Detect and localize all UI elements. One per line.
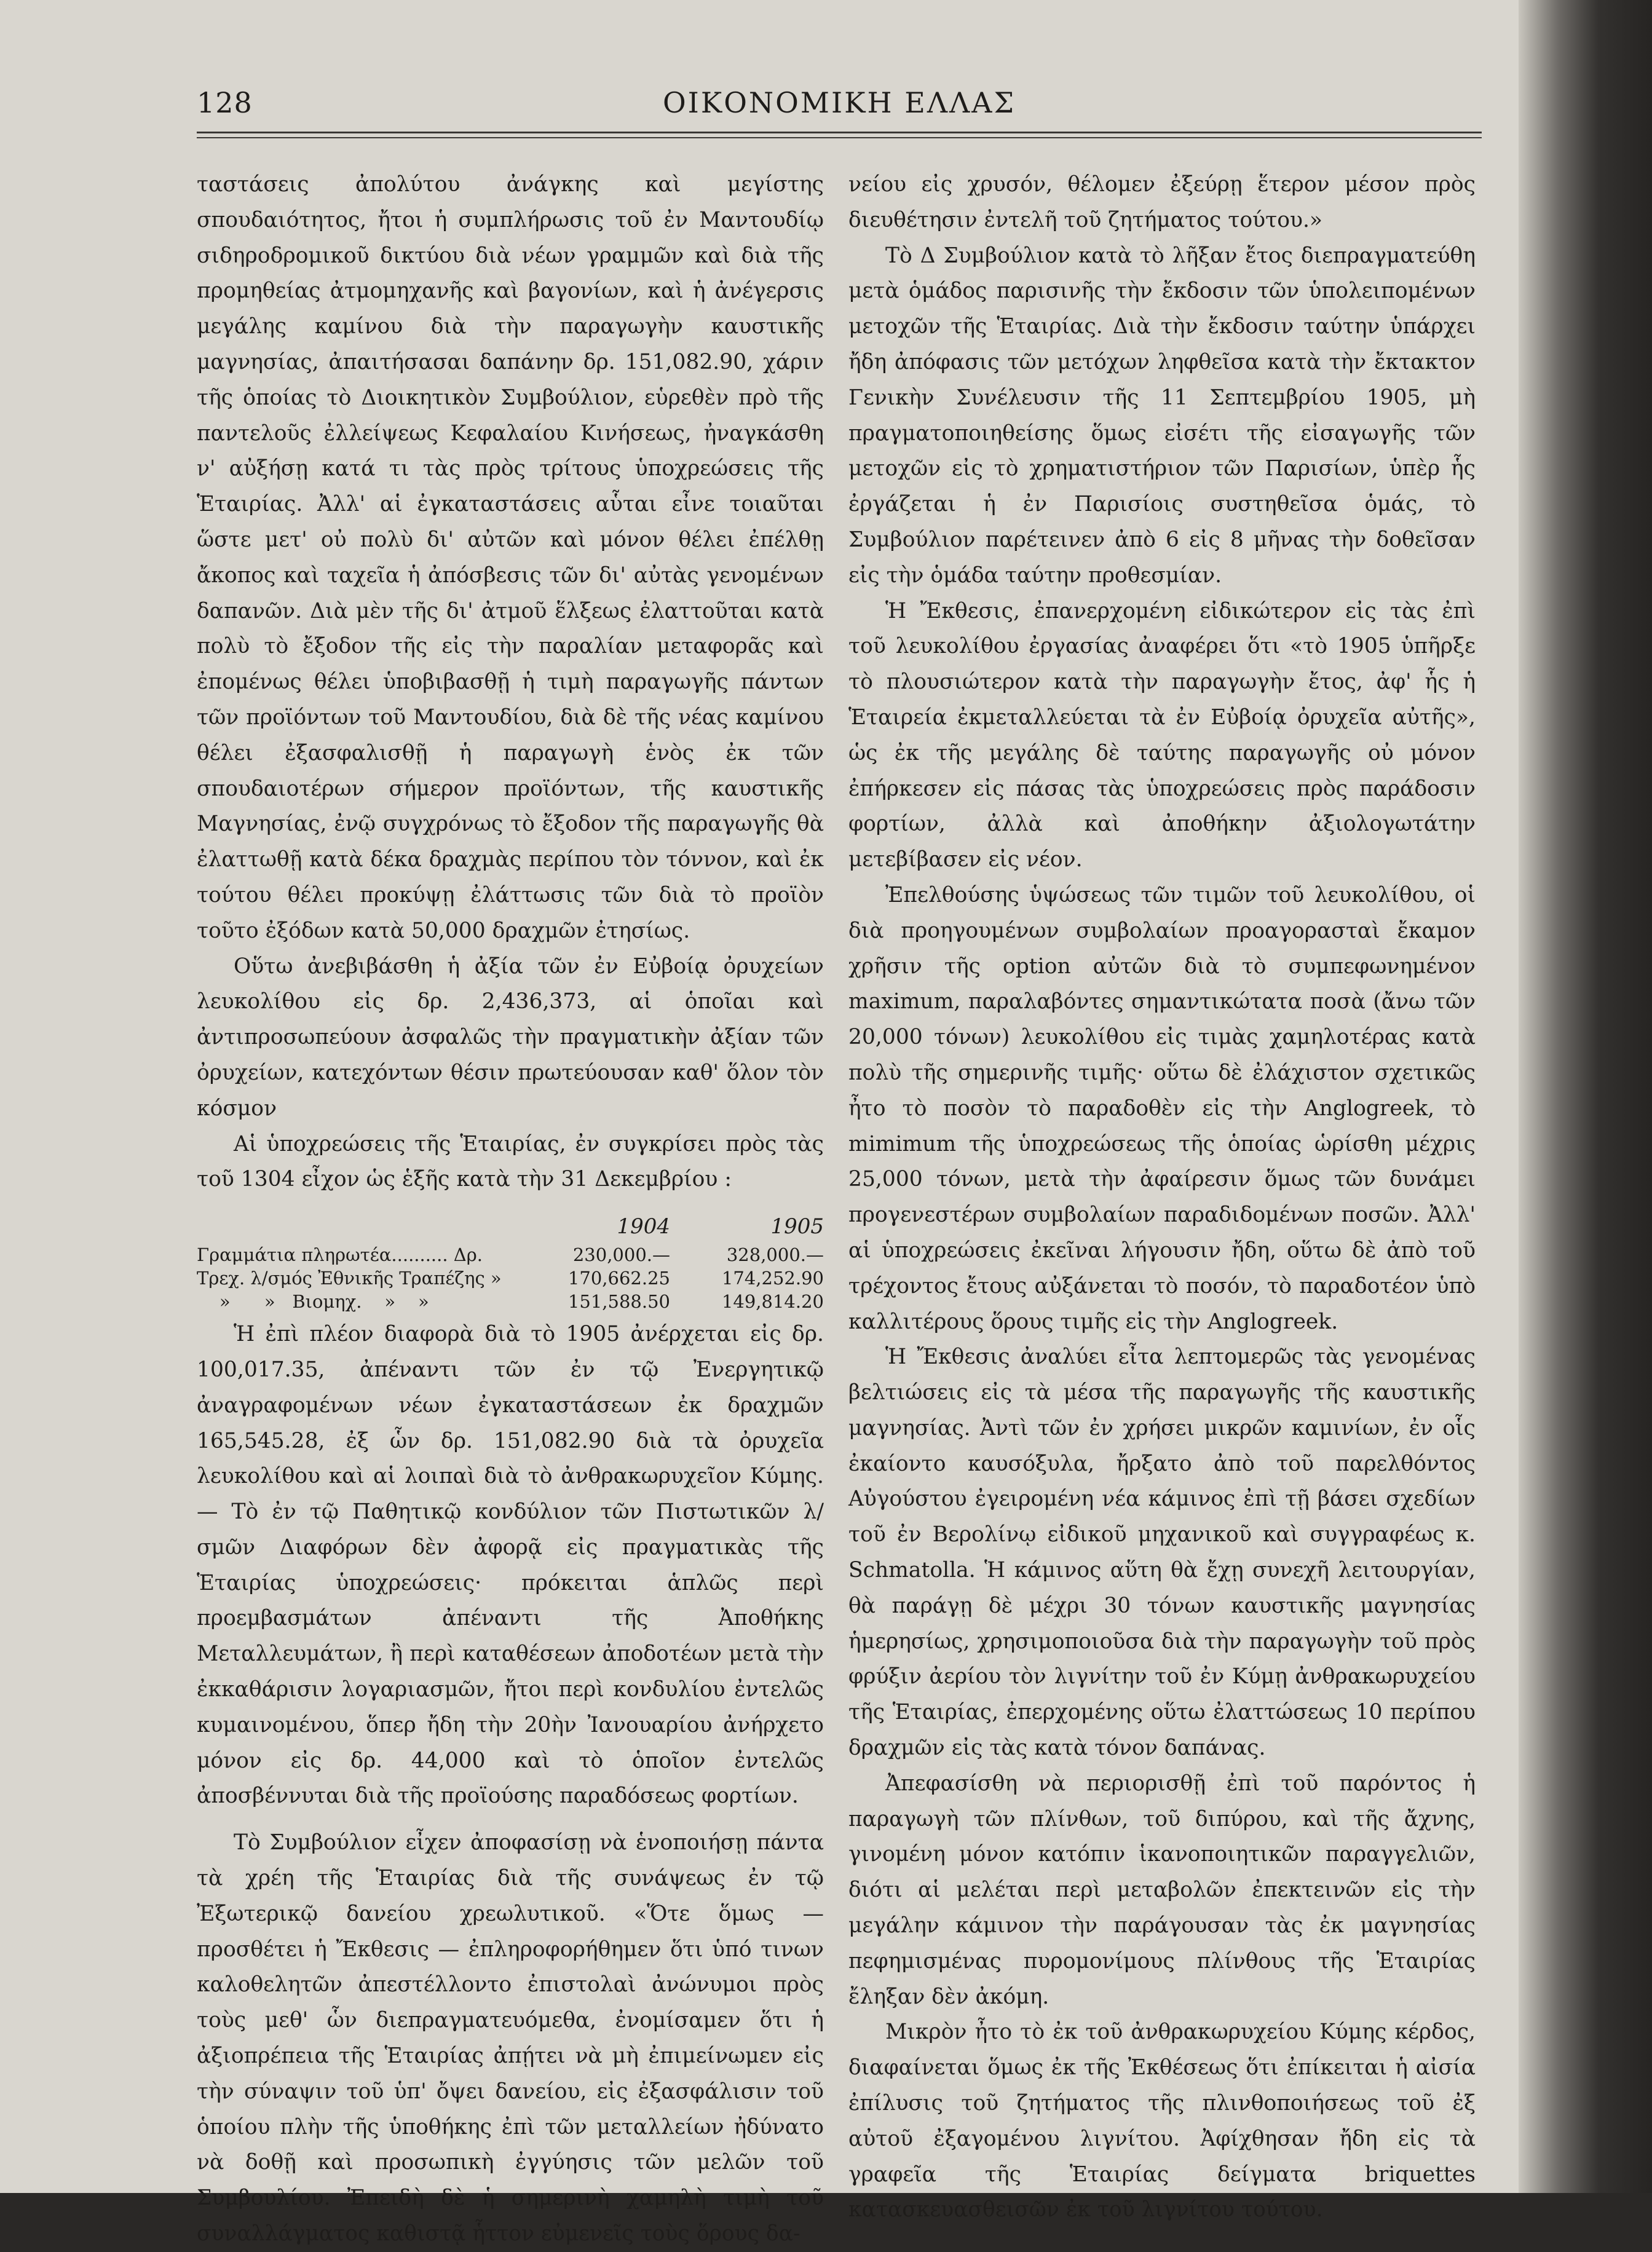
paragraph: Ἐπελθούσης ὑψώσεως τῶν τιμῶν τοῦ λευκολίθου, οἱ διὰ προηγουμένων συμβολαίων προαγορασταὶ ἔκαμον χρῆσιν τῆς option αὐτῶν διὰ τὸ συμπεφωνημένον maximum, παραλαβόντες σημαντικώτατα ποσὰ (ἄνω τῶν 20,000 τόνων) λευκολίθου εἰς τιμὰς χαμηλοτέρας κατὰ πολὺ τῆς σημερινῆς τιμῆς· οὕτω δὲ ἐλάχιστον σχετικῶς ἦτο τὸ ποσὸν τὸ παραδοθὲν εἰς τὴν Anglogreek, τὸ mimimum τῆς ὑποχρεώσεως τῆς ὁποίας ὡρίσθη μέχρις 25,000 τόνων, μετὰ τὴν ἀφαίρεσιν ὅμως τῶν δυνάμει προγενεστέρων συμβολαίων παραδιδομένων ποσῶν. Ἀλλ' αἱ ὑποχρεώσεις ἐκεῖναι λήγουσιν ἤδη, οὕτω δὲ ἀπὸ τοῦ τρέχοντος ἔτους αὐξάνεται τὸ ποσόν, τὸ παραδοτέον ὑπὸ καλλιτέρους ὅρους τιμῆς εἰς τὴν Anglogreek. — [848, 882, 1476, 1334]
table-header-row — [197, 1215, 824, 1238]
paragraph: Τὸ Δ Συμβούλιον κατὰ τὸ λῆξαν ἔτος διεπραγματεύθη μετὰ ὁμάδος παρισινῆς τὴν ἔκδοσιν τῶν ὑπολειπομένων μετοχῶν τῆς Ἑταιρίας. Διὰ τὴν ἔκδοσιν ταύτην ὑπάρχει ἤδη ἀπόφασις τῶν μετόχων ληφθεῖσα κατὰ τὴν ἔκτακτον Γενικὴν Συνέλευσιν τῆς 11 Σεπτεμβρίου 1905, μὴ πραγματοποιηθείσης ὅμως εἰσέτι τῆς εἰσαγωγῆς τῶν μετοχῶν εἰς τὸ χρηματιστήριον τῶν Παρισίων, ὑπὲρ ἧς ἐργάζεται ἡ ἐν Παρισίοις συστηθεῖσα ὁμάς, τὸ Συμβούλιον παρέτεινεν ἀπὸ 6 εἰς 8 μῆνας τὴν δοθεῖσαν εἰς τὴν ὁμάδα ταύτην προθεσμίαν. — [848, 243, 1476, 588]
page-header — [197, 86, 1482, 129]
paragraph: Τὸ Συμβούλιον εἶχεν ἀποφασίσῃ νὰ ἑνοποιήσῃ πάντα τὰ χρέη τῆς Ἑταιρίας διὰ τῆς συνάψεως ἐν τῷ Ἐξωτερικῷ δανείου χρεωλυτικοῦ. «Ὅτε ὅμως — προσθέτει ἡ Ἔκθεσις — ἐπληροφορήθημεν ὅτι ὑπό τινων καλοθελητῶν ἀπεστέλλοντο ἐπιστολαὶ ἀνώνυμοι πρὸς τοὺς μεθ' ὧν διεπραγματευόμεθα, ἐνομίσαμεν ὅτι ἡ ἀξιοπρέπεια τῆς Ἑταιρίας ἀπῄτει νὰ μὴ ἐπιμείνωμεν εἰς τὴν σύναψιν τοῦ ὑπ' ὄψει δανείου, εἰς ἐξασφάλισιν τοῦ ὁποίου πλὴν τῆς ὑποθήκης ἐπὶ τῶν μεταλλείων ἠδύνατο νὰ δοθῇ καὶ προσωπικὴ ἐγγύησις τῶν μελῶν τοῦ Συμβουλίου. Ἐπειδὴ δὲ ἡ σημερινὴ χαμηλὴ τιμὴ τοῦ συναλλάγματος καθιστᾷ ἧττον εὐμενεῖς τοὺς ὅρους δα- — [197, 1830, 824, 2246]
paragraph: Ἡ Ἔκθεσις ἀναλύει εἶτα λεπτομερῶς τὰς γενομένας βελτιώσεις εἰς τὰ μέσα τῆς παραγωγῆς τῆς καυστικῆς μαγνησίας. Ἀντὶ τῶν ἐν χρήσει μικρῶν καμινίων, ἐν οἷς ἐκαίοντο καυσόξυλα, ἤρξατο ἀπὸ τοῦ παρελθόντος Αὐγούστου ἐγειρομένη νέα κάμινος ἐπὶ τῇ βάσει σχεδίων τοῦ ἐν Βερολίνῳ εἰδικοῦ μηχανικοῦ καὶ συγγραφέως κ. Schmatolla. Ἡ κάμινος αὕτη θὰ ἔχῃ συνεχῆ λειτουργίαν, θὰ παράγῃ δὲ μέχρι 30 τόνων καυστικῆς μαγνησίας ἡμερησίως, χρησιμοποιοῦσα διὰ τὴν παραγωγὴν τοῦ πρὸς φρύξιν ἀερίου τὸν λιγνίτην τοῦ ἐν Κύμῃ ἀνθρακωρυχείου τῆς Ἑταιρίας, ἐπερχομένης οὕτω ἐλαττώσεως 10 περίπου δραχμῶν εἰς τὰς κατὰ τόνον δαπάνας. — [848, 1345, 1476, 1761]
left-column — [197, 167, 824, 2252]
table-cell: 230,000.— — [572, 1244, 670, 1266]
table-header-year: 1904 — [617, 1214, 670, 1239]
running-title: ΟΙΚΟΝΟΜΙΚΗ ΕΛΛΑΣ — [662, 86, 1016, 119]
right-column — [848, 167, 1476, 2228]
table-row-label: Τρεχ. λ/σμός Ἐθνικῆς Τραπέζης » — [197, 1268, 502, 1289]
header-rule-top — [197, 132, 1482, 133]
paragraph: Μικρὸν ἦτο τὸ ἐκ τοῦ ἀνθρακωρυχείου Κύμης κέρδος, διαφαίνεται ὅμως ἐκ τῆς Ἐκθέσεως ὅτι ἐπίκειται ἡ αἰσία ἐπίλυσις τοῦ ζητήματος τῆς πλινθοποιήσεως τοῦ ἐξ αὐτοῦ ἐξαγομένου λιγνίτου. Ἀφίχθησαν ἤδη εἰς τὰ γραφεῖα τῆς Ἑταιρίας δείγματα briquettes κατασκευασθεισῶν ἐκ τοῦ λιγνίτου τούτου. — [848, 2020, 1476, 2222]
paragraph: Αἱ ὑποχρεώσεις τῆς Ἑταιρίας, ἐν συγκρίσει πρὸς τὰς τοῦ 1304 εἶχον ὡς ἑξῆς κατὰ τὴν 31 Δεκεμβρίου : — [197, 1131, 824, 1192]
table-row-label: Γραμμάτια πληρωτέα.......... Δρ. — [197, 1244, 483, 1266]
table-cell: 328,000.— — [726, 1244, 824, 1266]
table-cell: 151,588.50 — [567, 1291, 670, 1313]
paragraph: Ἀπεφασίσθη νὰ περιορισθῇ ἐπὶ τοῦ παρόντος ἡ παραγωγὴ τῶν πλίνθων, τοῦ διπύρου, καὶ τῆς ἄχνης, γινομένη μόνον κατόπιν ἱκανοποιητικῶν παραγγελιῶν, διότι αἱ μελέται περὶ μεταβολῶν ἐπεκτεινῶν εἰς τὴν μεγάλην κάμινον τὴν παράγουσαν τὰς ἐκ μαγνησίας πεφημισμένας πυρομονίμους πλίνθους τῆς Ἑταιρίας ἔληξαν δὲν ἀκόμη. — [848, 1771, 1476, 2009]
book-gutter-shadow — [1519, 0, 1652, 2193]
table-header-year: 1905 — [770, 1214, 824, 1239]
table-cell: 170,662.25 — [567, 1268, 670, 1289]
table-row — [197, 1243, 824, 1266]
header-rule-bottom — [197, 137, 1482, 138]
liabilities-table — [197, 1215, 824, 1313]
table-row — [197, 1290, 824, 1313]
page-number: 128 — [197, 86, 253, 119]
table-row-label: » » Βιομηχ. » » — [197, 1291, 429, 1313]
table-row — [197, 1266, 824, 1290]
table-cell: 174,252.90 — [721, 1268, 824, 1289]
paragraph: Ἡ Ἔκθεσις, ἐπανερχομένη εἰδικώτερον εἰς τὰς ἐπὶ τοῦ λευκολίθου ἐργασίας ἀναφέρει ὅτι «τὸ 1905 ὑπῆρξε τὸ πλουσιώτερον κατὰ τὴν παραγωγὴν ἔτος, ἀφ' ἧς ἡ Ἑταιρεία ἐκμεταλλεύεται τὰ ἐν Εὐβοίᾳ ὀρυχεῖα αὐτῆς», ὡς ἐκ τῆς μεγάλης δὲ ταύτης παραγωγῆς οὐ μόνον ἐπήρκεσεν εἰς πάσας τὰς ὑποχρεώσεις πρὸς παράδοσιν φορτίων, ἀλλὰ καὶ ἀποθήκην ἀξιολογωτάτην μετεβίβασεν εἰς νέον. — [848, 598, 1476, 872]
paragraph: Ἡ ἐπὶ πλέον διαφορὰ διὰ τὸ 1905 ἀνέρχεται εἰς δρ. 100,017.35, ἀπέναντι τῶν ἐν τῷ Ἐνεργητικῷ ἀναγραφομένων νέων ἐγκαταστάσεων ἐκ δραχμῶν 165,545.28, ἐξ ὧν δρ. 151,082.90 διὰ τὰ ὀρυχεῖα λευκολίθου καὶ αἱ λοιπαὶ διὰ τὸ ἀνθρακωρυχεῖον Κύμης.— Τὸ ἐν τῷ Παθητικῷ κονδύλιον τῶν Πιστωτικῶν λ/σμῶν Διαφόρων δὲν ἀφορᾷ εἰς πραγματικὰς τῆς Ἑταιρίας ὑποχρεώσεις· πρόκειται ἁπλῶς περὶ προεμβασμάτων ἀπέναντι τῆς Ἀποθήκης Μεταλλευμάτων, ἢ περὶ καταθέσεων ἀποδοτέων μετὰ τὴν ἐκκαθάρισιν λογαριασμῶν, ἤτοι περὶ κονδυλίου ἐντελῶς κυμαινομένου, ὅπερ ἤδη τὴν 20ὴν Ἰανουαρίου ἀνήρχετο μόνον εἰς δρ. 44,000 καὶ τὸ ὁποῖον ἐντελῶς ἀποσβέννυται διὰ τῆς προϊούσης παραδόσεως φορτίων. — [197, 1322, 824, 1809]
table-cell: 149,814.20 — [721, 1291, 824, 1313]
paragraph: Οὕτω ἀνεβιβάσθη ἡ ἀξία τῶν ἐν Εὐβοίᾳ ὀρυχείων λευκολίθου εἰς δρ. 2,436,373, αἱ ὁποῖαι καὶ ἀντιπροσωπεύουν ἀσφαλῶς τὴν πραγματικὴν ἀξίαν τῶν ὀρυχείων, κατεχόντων θέσιν πρωτεύουσαν καθ' ὅλον τὸν κόσμον — [197, 954, 824, 1121]
paragraph: ταστάσεις ἀπολύτου ἀνάγκης καὶ μεγίστης σπουδαιότητος, ἤτοι ἡ συμπλήρωσις τοῦ ἐν Μαντουδίῳ σιδηροδρομικοῦ δικτύου διὰ νέων γραμμῶν καὶ διὰ τῆς προμηθείας ἀτμομηχανῆς καὶ βαγονίων, καὶ ἡ ἀνέγερσις μεγάλης καμίνου διὰ τὴν παραγωγὴν καυστικῆς μαγνησίας, ἀπαιτήσασαι δαπάνην δρ. 151,082.90, χάριν τῆς ὁποίας τὸ Διοικητικὸν Συμβούλιον, εὑρεθὲν πρὸ τῆς παντελοῦς ἐλλείψεως Κεφαλαίου Κινήσεως, ἠναγκάσθη ν' αὐξήσῃ κατά τι τὰς πρὸς τρίτους ὑποχρεώσεις τῆς Ἑταιρίας. Ἀλλ' αἱ ἐγκαταστάσεις αὗται εἶνε τοιαῦται ὥστε μετ' οὐ πολὺ δι' αὐτῶν καὶ μόνον θέλει ἐπέλθῃ ἄκοπος καὶ ταχεῖα ἡ ἀπόσβεσις τῶν δι' αὐτὰς γενομένων δαπανῶν. Διὰ μὲν τῆς δι' ἀτμοῦ ἕλξεως ἐλαττοῦται κατὰ πολὺ τὸ ἔξοδον τῆς εἰς τὴν παραλίαν μεταφορᾶς καὶ ἐπομένως θέλει ὑποβιβασθῇ ἡ τιμὴ παραγωγῆς πάντων τῶν προϊόντων τοῦ Μαντουδίου, διὰ δὲ τῆς νέας καμίνου θέλει ἐξασφαλισθῇ ἡ παραγωγὴ ἑνὸς ἐκ τῶν σπουδαιοτέρων σήμερον προϊόντων, τῆς καυστικῆς Μαγνησίας, ἐνῷ συγχρόνως τὸ ἔξοδον τῆς παραγωγῆς θὰ ἐλαττωθῇ κατὰ δέκα δραχμὰς περίπου τὸν τόννον, καὶ ἐκ τούτου θέλει προκύψῃ ἐλάττωσις τῶν διὰ τὸ προϊὸν τοῦτο ἐξόδων κατὰ 50,000 δραχμῶν ἐτησίως. — [197, 172, 824, 943]
paragraph: νείου εἰς χρυσόν, θέλομεν ἐξεύρῃ ἕτερον μέσον πρὸς διευθέτησιν ἐντελῆ τοῦ ζητήματος τούτου.» — [848, 172, 1476, 232]
table-header-blank — [197, 1215, 541, 1238]
